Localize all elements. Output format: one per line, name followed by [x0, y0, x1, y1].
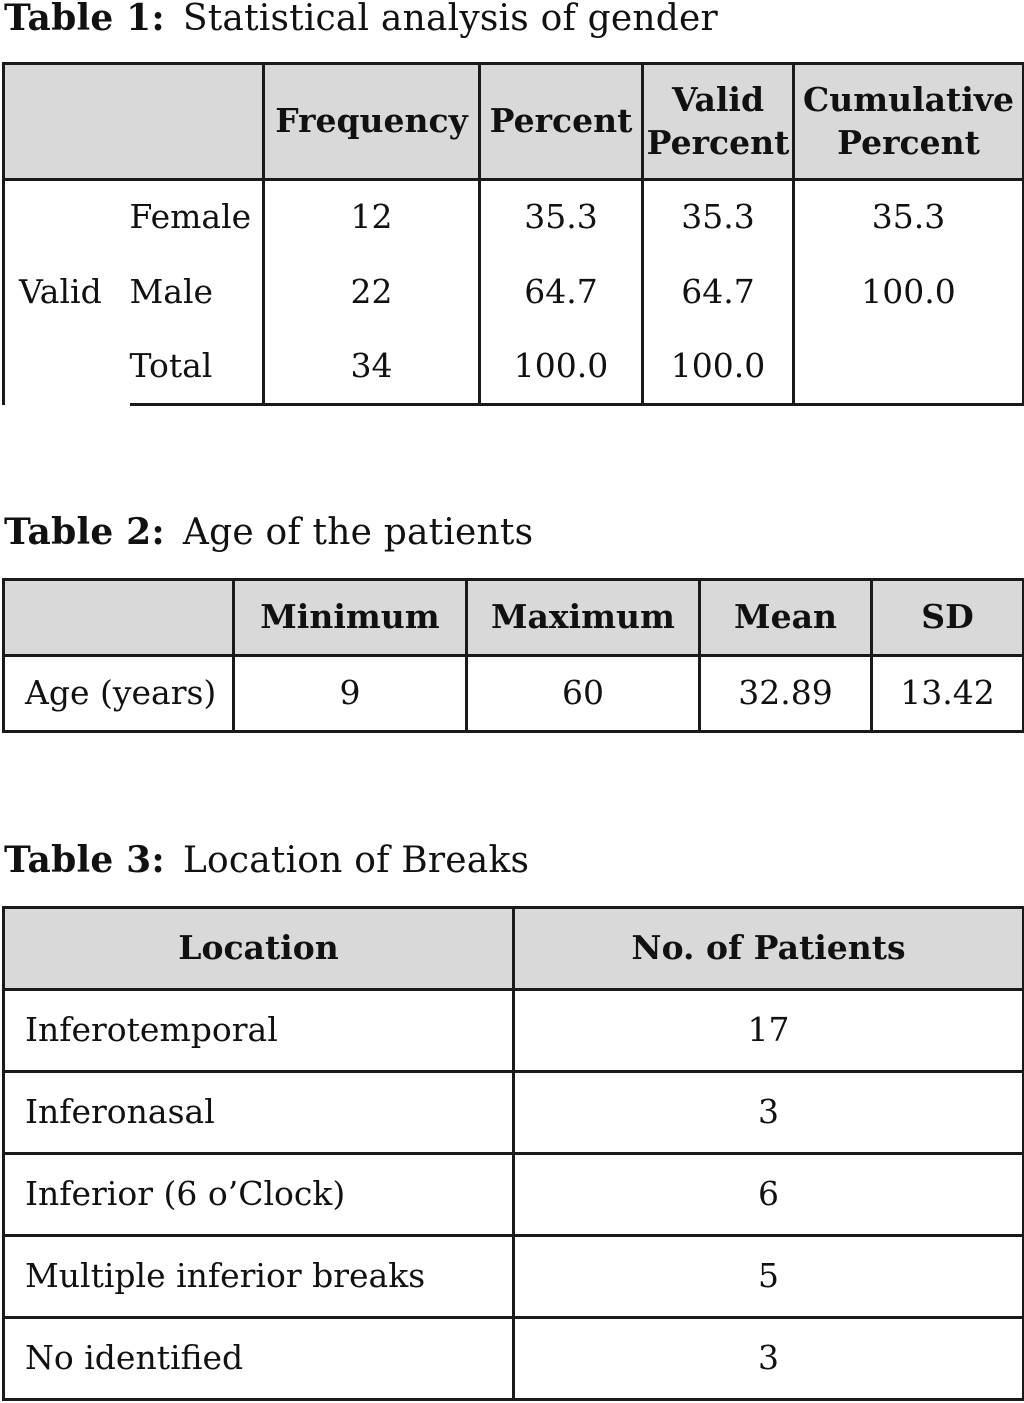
table-row: [4, 330, 1024, 405]
header-cumulative-percent-line1: Cumulative: [802, 79, 1015, 119]
table1-title: Statistical analysis of gender: [182, 0, 718, 39]
table-row: [4, 180, 1024, 255]
header-maximum: Maximum: [467, 580, 700, 656]
table-row: [4, 1154, 1024, 1236]
table2-title: Age of the patients: [182, 512, 534, 553]
header-mean: Mean: [700, 580, 872, 656]
table-row: [4, 990, 1024, 1072]
cell-location: No identified: [4, 1318, 514, 1400]
table1-caption: [4, 0, 718, 37]
cell-valid-percent: 64.7: [643, 255, 794, 330]
header-valid-percent: [643, 64, 794, 180]
cell-patients: 6: [514, 1154, 1024, 1236]
table-row: [4, 1236, 1024, 1318]
table1-label: Table 1:: [4, 0, 165, 39]
table2-label: Table 2:: [4, 511, 165, 553]
row-category: Female: [130, 180, 264, 255]
cell-cumulative-percent: [794, 330, 1024, 405]
cell-location: Inferior (6 o’Clock): [4, 1154, 514, 1236]
table-row: [4, 1318, 1024, 1400]
header-valid-percent-line2: Percent: [646, 122, 790, 162]
group-label-valid: Valid: [4, 180, 130, 405]
row-label-age: Age (years): [4, 656, 234, 732]
cell-percent: 100.0: [480, 330, 643, 405]
cell-valid-percent: 35.3: [643, 180, 794, 255]
table-row: [4, 255, 1024, 330]
table3-label: Table 3:: [4, 839, 165, 881]
cell-percent: 35.3: [480, 180, 643, 255]
header-location: Location: [4, 908, 514, 990]
header-patients: No. of Patients: [514, 908, 1024, 990]
table-header-row: [4, 580, 1024, 656]
cell-minimum: 9: [234, 656, 467, 732]
header-cumulative-percent-line2: Percent: [837, 122, 980, 162]
cell-cumulative-percent: 35.3: [794, 180, 1024, 255]
cell-frequency: 12: [264, 180, 480, 255]
cell-percent: 64.7: [480, 255, 643, 330]
cell-mean: 32.89: [700, 656, 872, 732]
table3-caption: [4, 839, 530, 881]
header-corner: [4, 580, 234, 656]
table-row: [4, 1072, 1024, 1154]
table3-title: Location of Breaks: [182, 840, 530, 881]
cell-patients: 3: [514, 1318, 1024, 1400]
table-header-row: [4, 64, 1024, 180]
cell-location: Inferonasal: [4, 1072, 514, 1154]
breaks-location-table: [2, 906, 1024, 1401]
header-sd: SD: [872, 580, 1024, 656]
header-cumulative-percent: [794, 64, 1024, 180]
header-corner: [4, 64, 264, 180]
cell-valid-percent: 100.0: [643, 330, 794, 405]
cell-frequency: 34: [264, 330, 480, 405]
header-valid-percent-line1: Valid: [671, 79, 765, 119]
row-category: Total: [130, 330, 264, 405]
gender-table: [2, 62, 1024, 406]
header-percent: Percent: [480, 64, 643, 180]
table-header-row: [4, 908, 1024, 990]
cell-patients: 3: [514, 1072, 1024, 1154]
cell-patients: 5: [514, 1236, 1024, 1318]
cell-location: Inferotemporal: [4, 990, 514, 1072]
cell-frequency: 22: [264, 255, 480, 330]
cell-cumulative-percent: 100.0: [794, 255, 1024, 330]
table2-caption: [4, 511, 534, 553]
header-minimum: Minimum: [234, 580, 467, 656]
age-table: [2, 578, 1024, 733]
cell-maximum: 60: [467, 656, 700, 732]
table-row: [4, 656, 1024, 732]
cell-location: Multiple inferior breaks: [4, 1236, 514, 1318]
row-category: Male: [130, 255, 264, 330]
cell-patients: 17: [514, 990, 1024, 1072]
cell-sd: 13.42: [872, 656, 1024, 732]
header-frequency: Frequency: [264, 64, 480, 180]
